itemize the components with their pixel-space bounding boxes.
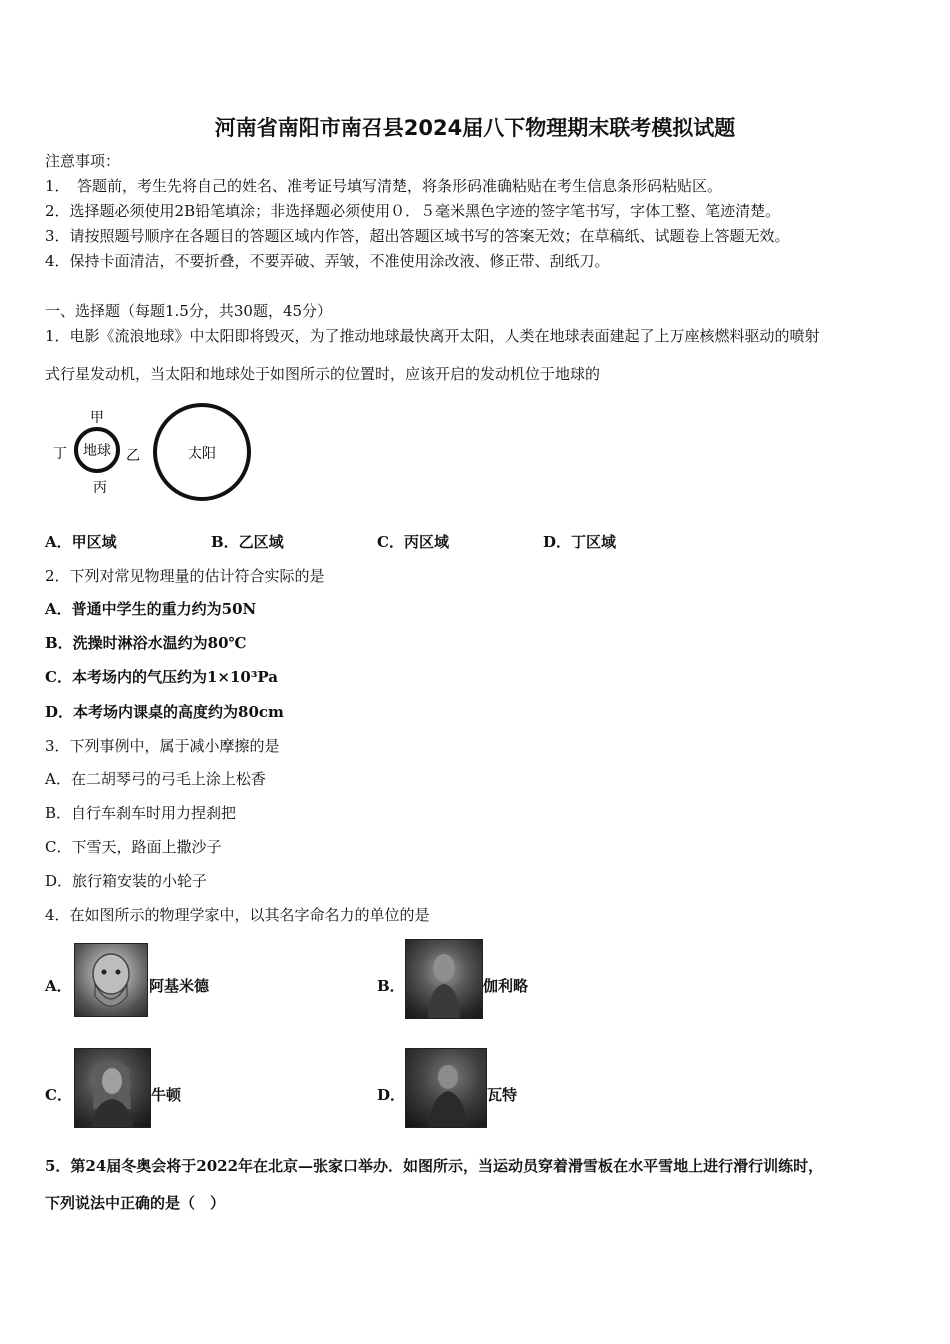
q5-stem-line2: 下列说法中正确的是（ ） <box>45 1194 226 1212</box>
q4-option-b-name: 伽利略 <box>483 977 529 995</box>
portrait-figure <box>406 1049 486 1127</box>
q4-option-d-name: 瓦特 <box>487 1086 518 1104</box>
portrait-figure <box>75 1049 150 1127</box>
q4-option-a-letter: A． <box>45 977 72 995</box>
earth-label: 地球 <box>83 443 111 459</box>
q2-option-d: D．本考场内课桌的高度约为80cm <box>45 703 284 721</box>
notice-item: 4．保持卡面清洁，不要折叠，不要弄破、弄皱，不准使用涂改液、修正带、刮纸刀。 <box>45 252 610 270</box>
region-bottom-label: 丙 <box>93 480 107 496</box>
section-heading: 一、选择题（每题1.5分，共30题，45分） <box>45 302 333 320</box>
q4-option-d-letter: D． <box>377 1086 406 1104</box>
q1-stem-line2: 式行星发动机，当太阳和地球处于如图所示的位置时，应该开启的发动机位于地球的 <box>45 365 601 383</box>
newton-portrait <box>74 1048 151 1128</box>
q5-stem-line1: 5．第24届冬奥会将于2022年在北京—张家口举办．如图所示，当运动员穿着滑雪板在水平雪地上进行滑行训练时， <box>45 1157 824 1175</box>
sun-earth-diagram <box>40 400 270 510</box>
q4-option-c-name: 牛顿 <box>151 1086 182 1104</box>
q1-option-a: A．甲区域 <box>45 533 117 551</box>
notice-heading: 注意事项： <box>45 152 121 170</box>
galileo-portrait <box>405 939 483 1019</box>
region-right-label: 乙 <box>126 448 140 464</box>
q3-option-d: D．旅行箱安装的小轮子 <box>45 872 208 890</box>
q1-option-d: D．丁区域 <box>543 533 617 551</box>
q1-option-b: B．乙区域 <box>211 533 284 551</box>
portrait-figure <box>75 944 147 1016</box>
q3-stem: 3．下列事例中，属于减小摩擦的是 <box>45 737 280 755</box>
region-left-label: 丁 <box>53 446 67 462</box>
region-top-label: 甲 <box>90 410 104 426</box>
q3-option-b: B．自行车刹车时用力捏刹把 <box>45 804 237 822</box>
q4-option-c-letter: C． <box>45 1086 72 1104</box>
notice-item: 2．选择题必须使用2B铅笔填涂；非选择题必须使用０．５毫米黑色字迹的签字笔书写，字体工整、笔迹清楚。 <box>45 202 781 220</box>
q4-option-a-name: 阿基米德 <box>149 977 210 995</box>
q3-option-c: C．下雪天，路面上撒沙子 <box>45 838 222 856</box>
q1-stem-line1: 1．电影《流浪地球》中太阳即将毁灭，为了推动地球最快离开太阳，人类在地球表面建起了上万座核燃料驱动的喷射 <box>45 327 820 345</box>
watt-portrait <box>405 1048 487 1128</box>
q4-option-b-letter: B． <box>377 977 405 995</box>
q2-option-a: A．普通中学生的重力约为50N <box>45 600 257 618</box>
q3-option-a: A．在二胡琴弓的弓毛上涂上松香 <box>45 770 266 788</box>
q2-option-c: C．本考场内的气压约为1×10³Pa <box>45 668 278 686</box>
q4-stem: 4．在如图所示的物理学家中，以其名字命名力的单位的是 <box>45 906 430 924</box>
q2-option-b: B．洗操时淋浴水温约为80℃ <box>45 634 247 652</box>
notice-item: 3．请按照题号顺序在各题目的答题区域内作答，超出答题区域书写的答案无效；在草稿纸、试题卷上答题无效。 <box>45 227 790 245</box>
sun-label: 太阳 <box>188 446 216 462</box>
archimedes-portrait <box>74 943 148 1017</box>
page-title: 河南省南阳市南召县2024届八下物理期末联考模拟试题 <box>214 116 736 140</box>
notice-item: 1． 答题前，考生先将自己的姓名、准考证号填写清楚，将条形码准确粘贴在考生信息条形码粘贴区。 <box>45 177 723 195</box>
portrait-figure <box>406 940 482 1018</box>
q2-stem: 2．下列对常见物理量的估计符合实际的是 <box>45 567 325 585</box>
q1-option-c: C．丙区域 <box>377 533 449 551</box>
